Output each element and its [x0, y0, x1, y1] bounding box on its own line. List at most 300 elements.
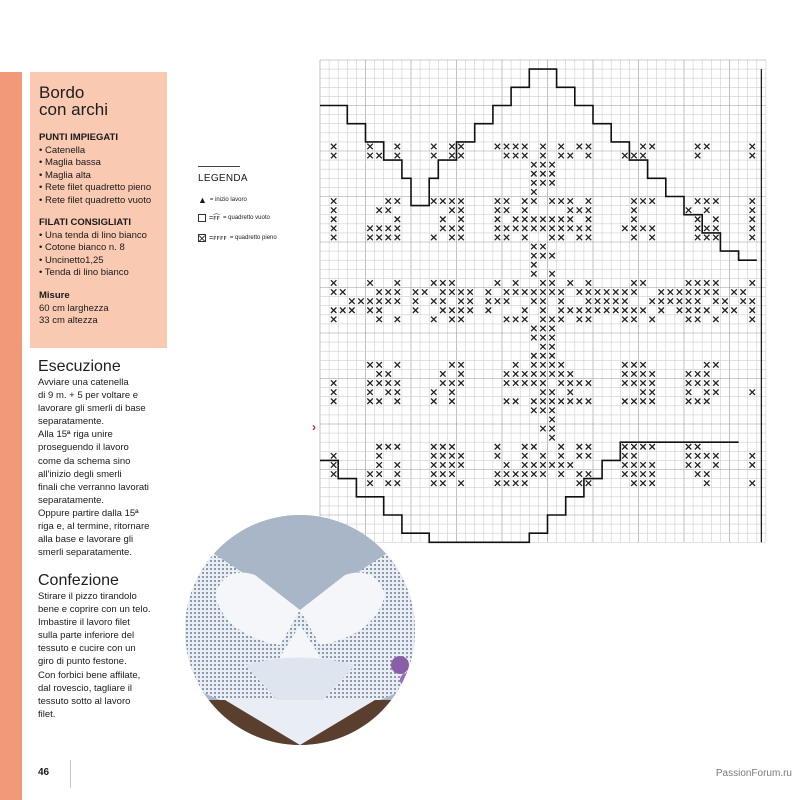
filled-cell [531, 189, 537, 195]
filled-cell [540, 362, 546, 368]
filled-cell [640, 399, 646, 405]
filled-cell [640, 380, 646, 386]
filled-cell [440, 444, 446, 450]
filled-cell [704, 389, 710, 395]
filled-cell [640, 226, 646, 232]
filled-cell [367, 235, 373, 241]
filled-cell [549, 317, 555, 323]
filled-cell [395, 480, 401, 486]
filled-cell [549, 362, 555, 368]
filled-cell [631, 317, 637, 323]
filled-cell [595, 308, 601, 314]
filled-cell [386, 207, 392, 213]
filled-cell [395, 399, 401, 405]
filled-cell [750, 217, 756, 223]
filled-cell [549, 198, 555, 204]
filled-cell [631, 289, 637, 295]
filled-cell [686, 289, 692, 295]
filled-cell [695, 235, 701, 241]
filled-cell [513, 317, 519, 323]
filled-cell [549, 326, 555, 332]
filled-cell [376, 298, 382, 304]
filled-cell [504, 144, 510, 150]
filled-cell [367, 308, 373, 314]
filled-cell [458, 298, 464, 304]
filled-cell [540, 344, 546, 350]
filled-cell [549, 180, 555, 186]
filled-cell [440, 471, 446, 477]
filled-cell [349, 298, 355, 304]
list-item: • Maglia bassa [39, 157, 159, 169]
filled-cell [686, 399, 692, 405]
filled-cell [549, 171, 555, 177]
filled-cell [531, 298, 537, 304]
filled-cell [495, 298, 501, 304]
filled-cell [440, 226, 446, 232]
filled-cell [331, 235, 337, 241]
filled-cell [695, 226, 701, 232]
filled-cell [558, 453, 564, 459]
legend-full-label: = quadretto pieno [229, 235, 277, 241]
filled-cell [376, 308, 382, 314]
lace-photo [185, 515, 415, 745]
filled-cell [513, 362, 519, 368]
filled-cell [513, 217, 519, 223]
filled-cell [568, 399, 574, 405]
filled-cell [750, 480, 756, 486]
filled-cell [622, 380, 628, 386]
filled-cell [467, 298, 473, 304]
filled-cell [558, 153, 564, 159]
filled-cell [586, 226, 592, 232]
filled-cell [558, 444, 564, 450]
filled-cell [586, 198, 592, 204]
filled-cell [486, 289, 492, 295]
filled-cell [577, 226, 583, 232]
filled-cell [631, 217, 637, 223]
filled-cell [677, 308, 683, 314]
filled-cell [358, 298, 364, 304]
filled-cell [386, 389, 392, 395]
filled-cell [558, 144, 564, 150]
filled-cell [750, 226, 756, 232]
filled-cell [367, 280, 373, 286]
filled-cell [613, 308, 619, 314]
filled-cell [549, 353, 555, 359]
filled-cell [449, 462, 455, 468]
text-line: separatamente. [38, 416, 105, 428]
filled-cell [604, 308, 610, 314]
filled-cell [640, 480, 646, 486]
filled-cell [586, 471, 592, 477]
filled-cell [513, 144, 519, 150]
filled-cell [558, 308, 564, 314]
filled-cell [649, 226, 655, 232]
filled-cell [649, 480, 655, 486]
filled-cell [386, 226, 392, 232]
filled-cell [513, 480, 519, 486]
filled-cell [376, 444, 382, 450]
list-item: • Rete filet quadretto vuoto [39, 195, 159, 207]
filled-cell [704, 453, 710, 459]
filled-cell [668, 298, 674, 304]
filled-cell [750, 144, 756, 150]
filled-cell [395, 362, 401, 368]
filled-cell [531, 198, 537, 204]
filled-cell [686, 207, 692, 213]
filled-cell [631, 453, 637, 459]
filled-cell [367, 380, 373, 386]
filled-cell [695, 471, 701, 477]
filled-cell [722, 308, 728, 314]
filled-cell [577, 289, 583, 295]
filled-cell [586, 480, 592, 486]
filled-cell [750, 280, 756, 286]
filled-cell [331, 198, 337, 204]
filled-cell [431, 399, 437, 405]
filled-cell [568, 380, 574, 386]
filled-cell [522, 235, 528, 241]
filled-cell [677, 298, 683, 304]
filled-cell [449, 308, 455, 314]
filled-cell [540, 226, 546, 232]
filled-cell [331, 317, 337, 323]
filled-cell [458, 144, 464, 150]
filled-cell [458, 153, 464, 159]
filled-cell [367, 298, 373, 304]
filled-cell [713, 380, 719, 386]
filled-cell [367, 226, 373, 232]
filled-cell [649, 198, 655, 204]
filled-cell [449, 207, 455, 213]
filled-cell [458, 226, 464, 232]
filled-cell [540, 408, 546, 414]
filled-cell [540, 171, 546, 177]
list-item: • Rete filet quadretto pieno [39, 182, 159, 194]
filled-cell [449, 153, 455, 159]
filled-cell [540, 462, 546, 468]
filled-cell [458, 362, 464, 368]
filled-cell [713, 280, 719, 286]
filled-cell [568, 389, 574, 395]
filled-cell [695, 217, 701, 223]
filled-cell [731, 308, 737, 314]
filled-cell [558, 371, 564, 377]
filled-cell [695, 298, 701, 304]
filled-cell [413, 308, 419, 314]
filled-cell [540, 371, 546, 377]
filled-cell [613, 289, 619, 295]
filled-cell [695, 444, 701, 450]
filled-cell [440, 298, 446, 304]
filled-cell [695, 144, 701, 150]
filled-cell [622, 371, 628, 377]
filled-cell [504, 153, 510, 159]
filled-cell [522, 471, 528, 477]
filled-cell [449, 399, 455, 405]
stitches-list [39, 145, 159, 207]
filled-cell [367, 480, 373, 486]
filled-cell [367, 153, 373, 159]
filled-cell [386, 480, 392, 486]
filled-cell [713, 317, 719, 323]
filled-cell [531, 471, 537, 477]
filled-cell [531, 335, 537, 341]
filled-cell [568, 226, 574, 232]
filled-cell [568, 280, 574, 286]
filled-cell [367, 471, 373, 477]
filled-cell [686, 380, 692, 386]
filled-cell [449, 144, 455, 150]
filled-cell [586, 280, 592, 286]
filled-cell [695, 453, 701, 459]
filled-cell [577, 480, 583, 486]
list-item: • Catenella [39, 145, 159, 157]
filled-cell [367, 389, 373, 395]
filled-cell [722, 298, 728, 304]
filled-cell [704, 198, 710, 204]
filled-cell [640, 308, 646, 314]
filled-cell [376, 153, 382, 159]
filled-cell [549, 389, 555, 395]
text-line: tessuto sotto al lavoro [38, 695, 131, 707]
filled-cell [495, 453, 501, 459]
filled-cell [558, 399, 564, 405]
filled-cell [686, 389, 692, 395]
text-line: dal rovescio, tagliare il [38, 682, 132, 694]
filled-cell [386, 444, 392, 450]
filled-cell [640, 198, 646, 204]
filled-cell [540, 217, 546, 223]
filled-cell [540, 335, 546, 341]
filled-cell [558, 198, 564, 204]
filled-cell [504, 207, 510, 213]
filled-cell [522, 462, 528, 468]
filled-cell [449, 226, 455, 232]
filled-cell [331, 399, 337, 405]
filled-cell [549, 435, 555, 441]
filled-cell [458, 217, 464, 223]
filled-cell [331, 471, 337, 477]
filled-cell [695, 399, 701, 405]
text-line: come da schema sino [38, 455, 131, 467]
filled-cell [376, 226, 382, 232]
filled-cell [549, 335, 555, 341]
filled-cell [622, 308, 628, 314]
filled-cell [331, 217, 337, 223]
text-line: proseguendo il lavoro [38, 442, 129, 454]
filled-cell [531, 244, 537, 250]
filled-cell [704, 371, 710, 377]
filled-cell [376, 289, 382, 295]
filled-cell [386, 380, 392, 386]
filled-cell [513, 380, 519, 386]
filled-cell [367, 399, 373, 405]
filled-cell [695, 380, 701, 386]
filled-cell [504, 380, 510, 386]
filled-cell [531, 253, 537, 259]
filled-cell [686, 462, 692, 468]
filled-cell [704, 144, 710, 150]
filled-cell [549, 417, 555, 423]
watermark: PassionForum.ru [715, 768, 792, 779]
filled-cell [331, 308, 337, 314]
filled-cell [750, 153, 756, 159]
filled-cell [686, 371, 692, 377]
filled-cell [540, 317, 546, 323]
filled-cell [695, 317, 701, 323]
filled-cell [431, 198, 437, 204]
text-line: bene e coprire con un telo. [38, 604, 151, 616]
text-line: lavorare gli smerli di base [38, 403, 146, 415]
filled-cell [631, 471, 637, 477]
filled-cell [531, 180, 537, 186]
filled-cell [586, 444, 592, 450]
filled-cell [331, 380, 337, 386]
text-line: all'inizio degli smerli [38, 468, 122, 480]
filled-cell [577, 308, 583, 314]
filled-cell [531, 353, 537, 359]
filled-cell [540, 353, 546, 359]
filled-cell [386, 298, 392, 304]
filled-cell [549, 408, 555, 414]
filled-cell [640, 362, 646, 368]
filled-cell [631, 226, 637, 232]
filled-cell [586, 144, 592, 150]
page-divider [70, 760, 71, 788]
finishing-text [38, 590, 178, 721]
filled-cell [558, 289, 564, 295]
filled-cell [495, 198, 501, 204]
text-line: Stirare il pizzo tirandolo [38, 591, 137, 602]
filled-cell [586, 153, 592, 159]
list-item: • Cotone bianco n. 8 [39, 242, 159, 254]
filled-cell [713, 389, 719, 395]
filled-cell [522, 480, 528, 486]
filled-cell [558, 235, 564, 241]
filled-cell [522, 380, 528, 386]
filled-cell [558, 471, 564, 477]
filled-cell [367, 144, 373, 150]
legend-rule [198, 166, 240, 167]
filled-cell [486, 308, 492, 314]
filled-cell [577, 453, 583, 459]
filled-cell [413, 298, 419, 304]
execution-text [38, 376, 178, 559]
filled-cell [495, 226, 501, 232]
filled-cell [504, 462, 510, 468]
filled-cell [467, 289, 473, 295]
filled-cell [677, 289, 683, 295]
list-item: • Tenda di lino bianco [39, 267, 159, 279]
materials-box [30, 72, 167, 348]
filled-cell [504, 226, 510, 232]
filled-cell [649, 317, 655, 323]
text-line: smerli separatamente. [38, 547, 132, 559]
filled-cell [549, 280, 555, 286]
lace-photo-image [185, 515, 415, 745]
filled-cell [704, 308, 710, 314]
filled-cell [449, 453, 455, 459]
text-line: alla base e lavorare gli [38, 534, 134, 546]
filled-cell [331, 226, 337, 232]
filled-cell [604, 289, 610, 295]
filled-cell [458, 480, 464, 486]
filled-cell [568, 153, 574, 159]
filled-cell [540, 471, 546, 477]
empty-square-icon [198, 214, 206, 222]
filled-cell [704, 380, 710, 386]
filled-cell [495, 471, 501, 477]
filled-cell [513, 399, 519, 405]
filled-cell [504, 198, 510, 204]
text-line: filet. [38, 708, 56, 720]
filled-cell [649, 144, 655, 150]
text-line: Alla 15ª riga unire [38, 429, 113, 441]
filled-cell [458, 380, 464, 386]
filled-cell [395, 226, 401, 232]
text-line: giro di punto festone. [38, 656, 127, 668]
filled-cell [540, 244, 546, 250]
filled-cell [522, 153, 528, 159]
filled-cell [568, 308, 574, 314]
filled-cell [540, 399, 546, 405]
filled-cell [440, 480, 446, 486]
filled-cell [549, 399, 555, 405]
filled-cell [395, 317, 401, 323]
filled-cell [649, 444, 655, 450]
filled-cell [458, 308, 464, 314]
filled-cell [458, 371, 464, 377]
filled-cell [713, 289, 719, 295]
filled-cell [640, 444, 646, 450]
filled-cell [431, 444, 437, 450]
filled-cell [704, 289, 710, 295]
filled-cell [431, 144, 437, 150]
list-item: • Uncinetto1,25 [39, 255, 159, 267]
filled-cell [631, 153, 637, 159]
filled-cell [531, 462, 537, 468]
filled-cell [449, 444, 455, 450]
filled-cell [395, 235, 401, 241]
filled-cell [713, 217, 719, 223]
filled-cell [504, 298, 510, 304]
filled-cell [640, 280, 646, 286]
filled-cell [577, 144, 583, 150]
filled-cell [504, 399, 510, 405]
filled-cell [449, 362, 455, 368]
filled-cell [631, 380, 637, 386]
filled-cell [704, 226, 710, 232]
filled-cell [531, 362, 537, 368]
filled-cell [395, 198, 401, 204]
filled-cell [568, 217, 574, 223]
filled-cell [349, 308, 355, 314]
filled-cell [704, 480, 710, 486]
text-line: finali che verranno lavorati [38, 481, 149, 493]
filled-cell [622, 453, 628, 459]
filled-cell [586, 235, 592, 241]
filled-cell [395, 380, 401, 386]
filled-cell [622, 471, 628, 477]
filled-cell [540, 153, 546, 159]
text-line: Imbastire il lavoro filet [38, 617, 130, 629]
filled-cell [540, 253, 546, 259]
filled-cell [586, 289, 592, 295]
filled-cell [558, 298, 564, 304]
filled-cell [458, 235, 464, 241]
filled-cell [531, 271, 537, 277]
